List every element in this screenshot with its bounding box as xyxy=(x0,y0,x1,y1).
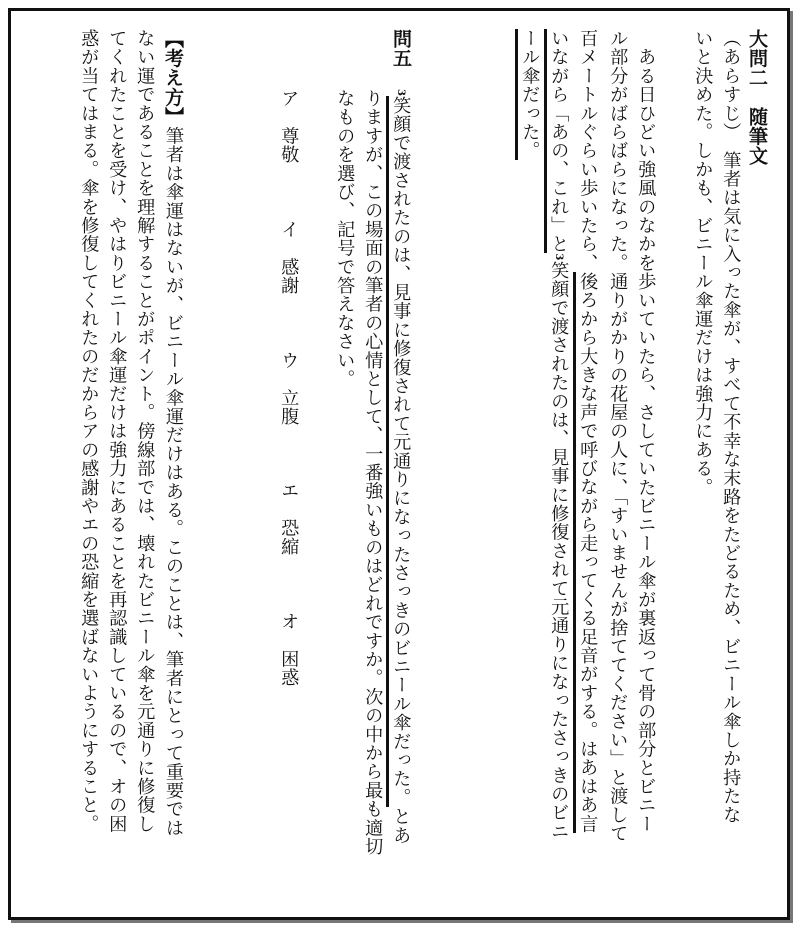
question-line-1 xyxy=(390,89,412,845)
answer-line-2: ない運であることを理解することがポイント。傍線部では、壊れたビニール傘を元通りに修復し xyxy=(134,29,156,834)
question-line-1-tail: とあ xyxy=(390,807,412,845)
choice-i: イ 感謝 xyxy=(278,219,300,295)
summary-line-5-plain: 百メートルぐらい歩いたら、 xyxy=(577,29,599,273)
summary-line-2: いと決めた。しかも、ビニール傘運だけは強力にある。 xyxy=(692,29,714,497)
document-page xyxy=(8,8,790,920)
underline-number: 3 xyxy=(395,89,407,97)
question-heading: 大問二 随筆文 xyxy=(746,29,768,166)
summary-line-3: ある日ひどい強風のなかを歩いていたら、さしていたビニール傘が裏返って骨の部分とビニー xyxy=(635,29,657,834)
summary-line-6 xyxy=(548,29,570,841)
question-label: 問五 xyxy=(390,29,412,68)
underlined-passage: ール傘だった。 xyxy=(515,29,540,160)
answer-label: 【考え方】 xyxy=(162,29,184,127)
summary-line-6-plain: 笑顔で渡されたのは、見事に修復されて元通りになったさっきのビニ xyxy=(548,260,570,841)
summary-line-7 xyxy=(519,29,541,160)
answer-line-3: てくれたことを受け、やはりビニール傘運だけは強力にあることを再認識しているので、オの困 xyxy=(106,29,128,834)
underlined-passage: 後ろから大きな声で呼びながら走ってくる足音がする。はあはあ言 xyxy=(573,272,598,833)
underlined-passage: いながら「あの、これ」と xyxy=(544,29,569,253)
underlined-quote: 笑顔で渡されたのは、見事に修復されて元通りになったさっきのビニール傘だった。 xyxy=(386,96,411,807)
question-line-3: なものを選び、記号で答えなさい。 xyxy=(334,89,356,389)
choice-e: エ 恐縮 xyxy=(278,481,300,557)
answer-line-1-text: 筆者は傘運はないが、ビニール傘運だけはある。このことは、筆者にとって重要では xyxy=(163,126,184,838)
question-line-2: りますが、この場面の筆者の心情として、一番強いものはどれですか。次の中から最も適切 xyxy=(362,89,384,856)
answer-line-1 xyxy=(163,29,182,837)
choice-a: ア 尊敬 xyxy=(278,89,300,164)
underline-number: 3 xyxy=(553,253,565,261)
summary-line-4: ル部分がばらばらになった。通りがかりの花屋の人に、「すいませんが捨ててください」と渡して xyxy=(607,29,629,843)
answer-choices xyxy=(278,89,300,743)
summary-line-5 xyxy=(577,29,599,834)
summary-line-1: （あらすじ） 筆者は気に入った傘が、すべて不幸な末路をたどるため、ビニール傘しか持たな xyxy=(720,29,742,824)
choice-o: オ 困惑 xyxy=(278,612,300,688)
answer-line-4: 惑が当てはまる。傘を修復してくれたのだからアの感謝やエの恐縮を選ばないようにすること。 xyxy=(78,29,100,834)
choice-u: ウ 立腹 xyxy=(278,350,300,426)
